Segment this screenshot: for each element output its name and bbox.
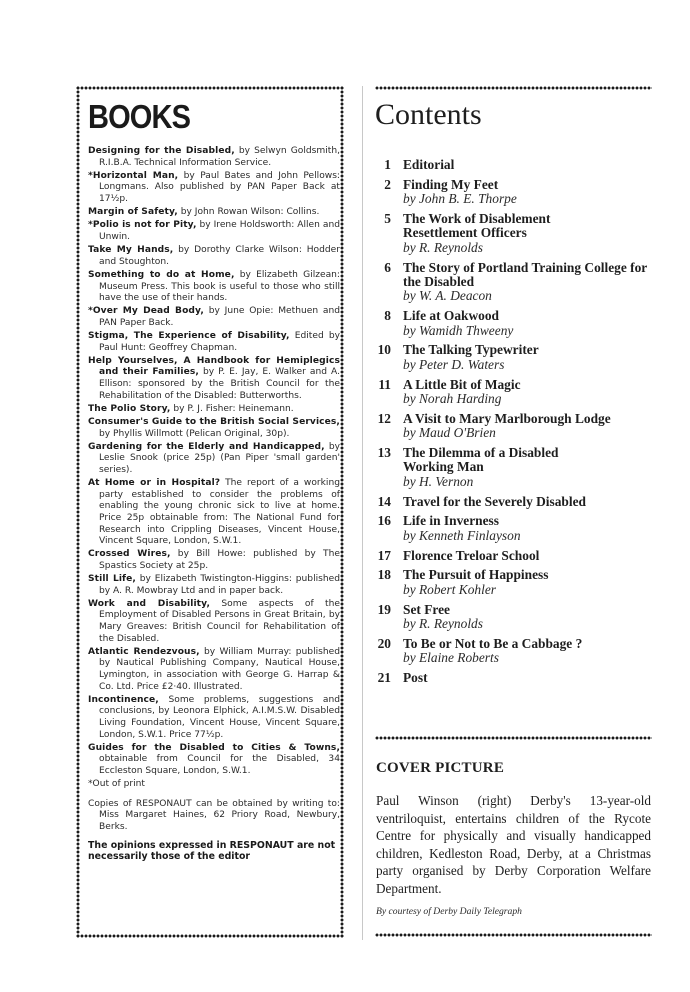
toc-author: by Norah Harding <box>403 391 502 407</box>
book-item <box>88 417 340 440</box>
editor-disclaimer: The opinions expressed in RESPONAUT are not necessarily those of the editor <box>88 839 336 863</box>
book-item <box>88 146 340 169</box>
toc-author: by W. A. Deacon <box>403 288 492 304</box>
book-item <box>88 220 340 243</box>
toc-entry[interactable] <box>375 603 665 632</box>
toc-entry[interactable] <box>375 178 665 207</box>
toc-entry[interactable] <box>375 158 665 172</box>
book-item <box>88 245 340 268</box>
book-title: Guides for the Disabled to Cities & Towns, <box>88 742 340 753</box>
book-title: At Home or in Hospital? <box>88 478 221 489</box>
book-title: Something to do at Home, <box>88 269 235 280</box>
book-details: by P. J. Fisher: Heinemann. <box>170 403 294 414</box>
toc-entry[interactable] <box>375 568 665 597</box>
book-details: by P. E. Jay, E. Walker and A. Ellison: sponsored by the British Council for the Rehabilitation of the Disabled: Butterworths. <box>99 367 340 401</box>
book-item <box>88 306 340 329</box>
books-list <box>88 146 340 863</box>
book-details: by Bill Howe: published by The Spastics Society at 25p. <box>99 549 340 571</box>
toc-author: by R. Reynolds <box>403 239 483 255</box>
toc-title: Life in Inverness <box>403 513 499 529</box>
toc-title: Post <box>403 670 428 686</box>
toc-entry[interactable] <box>375 412 665 441</box>
contents-rule-top <box>375 86 652 90</box>
book-details: by Irene Holdsworth: Allen and Unwin. <box>99 220 340 242</box>
toc-page-number: 11 <box>378 376 391 392</box>
toc-title: Editorial <box>403 157 455 172</box>
toc-page-number: 13 <box>377 445 391 461</box>
cover-picture-caption: Paul Winson (right) Derby's 13-year-old ventriloquist, entertains children of the Rycote Centre for physically and visually handicapped children, Kedleston Road, Derby, at a Christmas party organised by Derby Corporation Welfare Department. <box>376 793 651 896</box>
toc-title: The Dilemma of a Disabled Working Man <box>403 445 559 475</box>
toc-page-number: 2 <box>384 176 391 192</box>
book-details: The report of a working party established to consider the problems of enabling the young chronic sick to live at home. Price 25p obtainable from: The National Fund for Research into Crippling Diseases, Vincent House, Vincent Square, London, S.W.1. <box>99 478 340 547</box>
toc-title: The Pursuit of Happiness <box>403 567 549 583</box>
book-title: Take My Hands, <box>88 245 174 256</box>
toc-title: Travel for the Severely Disabled <box>403 493 586 509</box>
book-details: by Elizabeth Twistington-Higgins: published by A. R. Mowbray Ltd and in paper back. <box>99 574 340 596</box>
toc-author: by Robert Kohler <box>403 581 496 597</box>
book-title: *Over My Dead Body, <box>88 306 204 317</box>
toc-entry[interactable] <box>375 309 665 338</box>
book-title: Help Yourselves, A Handbook for Hemiplegics and their Families, <box>88 355 340 378</box>
toc-author: by Peter D. Waters <box>403 356 505 372</box>
book-title: Atlantic Rendezvous, <box>88 646 200 657</box>
book-item <box>88 599 340 645</box>
book-item <box>88 478 340 548</box>
book-title: Crossed Wires, <box>88 549 171 560</box>
toc-title: To Be or Not to Be a Cabbage ? <box>403 635 583 651</box>
book-details: by Selwyn Goldsmith, R.I.B.A. Technical Information Service. <box>99 146 340 168</box>
book-details: Edited by Paul Hunt: Geoffrey Chapman. <box>99 331 340 353</box>
book-title: *Polio is not for Pity, <box>88 220 197 231</box>
toc-author: by Wamidh Thweeny <box>403 322 514 338</box>
book-details: by Dorothy Clarke Wilson: Hodder and Stoughton. <box>99 245 340 267</box>
toc-entry[interactable] <box>375 343 665 372</box>
toc-page-number: 16 <box>377 513 391 529</box>
toc-title: The Story of Portland Training College for the Disabled <box>403 259 647 290</box>
books-heading: BOOKS <box>88 98 191 135</box>
book-title: The Polio Story, <box>88 403 171 414</box>
book-item <box>88 549 340 572</box>
copies-note: Copies of RESPONAUT can be obtained by writing to: Miss Margaret Haines, 62 Priory Road, Newbury, Berks. <box>88 798 340 832</box>
book-item <box>88 442 340 477</box>
toc-title: A Visit to Mary Marlborough Lodge <box>403 410 611 426</box>
toc-entry[interactable] <box>375 549 665 563</box>
out-of-print-footnote: *Out of print <box>88 779 145 790</box>
book-details: by Elizabeth Gilzean: Museum Press. This book is useful to those who still have the use of their hands. <box>99 269 340 304</box>
toc-page-number: 17 <box>377 547 391 563</box>
book-details: by William Murray: published by Nautical Publishing Company, Nautical House, Lymington, in association with George G. Harrap & Co. Ltd. Price £2·40. Illustrated. <box>99 646 340 692</box>
toc-page-number: 20 <box>377 635 391 651</box>
book-item <box>88 574 340 597</box>
toc-page-number: 14 <box>377 493 391 509</box>
book-title: Consumer's Guide to the British Social Services, <box>88 417 340 427</box>
book-title: Incontinence, <box>88 694 159 705</box>
toc-author: by R. Reynolds <box>403 616 483 632</box>
toc-title: A Little Bit of Magic <box>403 376 521 392</box>
book-item <box>88 270 340 305</box>
toc-entry[interactable] <box>375 495 665 509</box>
books-section <box>78 88 342 934</box>
toc-entry[interactable] <box>375 261 665 304</box>
book-item <box>88 171 340 206</box>
toc-entry[interactable] <box>375 378 665 407</box>
toc-author: by John B. E. Thorpe <box>403 191 517 207</box>
toc-page-number: 8 <box>384 308 391 324</box>
toc-page-number: 18 <box>377 567 391 583</box>
toc-page-number: 10 <box>377 342 391 358</box>
toc-title: Finding My Feet <box>403 176 499 192</box>
book-item <box>88 356 340 402</box>
contents-heading: Contents <box>375 98 482 131</box>
toc-page-number: 6 <box>384 259 391 275</box>
toc-entry[interactable] <box>375 637 665 666</box>
book-details: obtainable from Council for the Disabled, 34 Eccleston Square, London, S.W.1. <box>99 754 340 776</box>
toc-title: The Work of Disablement Resettlement Officers <box>403 211 551 241</box>
book-title: Gardening for the Elderly and Handicapped, <box>88 441 325 452</box>
books-box-border-bottom <box>76 934 344 938</box>
book-title: Designing for the Disabled, <box>88 146 235 156</box>
toc-title: Set Free <box>403 601 450 617</box>
toc-page-number: 19 <box>377 601 391 617</box>
book-item <box>88 207 340 219</box>
toc-author: by Kenneth Finlayson <box>403 527 521 543</box>
book-details: by John Rowan Wilson: Collins. <box>177 207 320 218</box>
toc-title: Life at Oakwood <box>403 308 499 324</box>
toc-page-number: 12 <box>377 410 391 426</box>
book-details: Some problems, suggestions and conclusions, by Leonora Elphick, A.I.M.S.W. Disabled Living Foundation, Vincent House, Vincent Square, London, S.W.1. Price 77½p. <box>99 694 340 740</box>
book-item <box>88 695 340 741</box>
toc-page-number: 21 <box>377 670 391 686</box>
book-title: Still Life, <box>88 574 136 585</box>
book-title: Work and Disability, <box>88 598 211 609</box>
contents-rule-middle <box>375 736 652 740</box>
book-details: Some aspects of the Employment of Disabled Persons in Great Britain, by Mary Greaves: British Council for Rehabilitation of the Disabled. <box>99 598 340 644</box>
toc-entry[interactable] <box>375 446 665 489</box>
toc-page-number: 5 <box>384 211 391 226</box>
table-of-contents <box>375 158 665 691</box>
toc-author: by Maud O'Brien <box>403 425 496 441</box>
book-title: Stigma, The Experience of Disability, <box>88 331 290 342</box>
book-details: by Leslie Snook (price 25p) (Pan Piper 'small garden' series). <box>99 441 341 475</box>
book-item <box>88 743 340 778</box>
toc-entry[interactable] <box>375 671 665 685</box>
cover-picture-heading: COVER PICTURE <box>376 760 505 776</box>
toc-entry[interactable] <box>375 212 665 255</box>
book-item <box>88 647 340 693</box>
toc-author: by Elaine Roberts <box>403 650 499 666</box>
toc-title: Florence Treloar School <box>403 547 540 563</box>
book-details: by Phyllis Willmott (Pelican Original, 30p). <box>99 428 290 439</box>
toc-author: by H. Vernon <box>403 473 474 489</box>
book-details: by June Opie: Methuen and PAN Paper Back. <box>99 306 340 328</box>
book-title: *Horizontal Man, <box>88 170 179 181</box>
book-details: by Paul Bates and John Pellows: Longmans. Also published by PAN Paper Back at 17½p. <box>99 170 340 204</box>
toc-page-number: 1 <box>384 157 391 172</box>
book-item <box>88 331 340 354</box>
column-divider <box>362 86 363 940</box>
book-title: Margin of Safety, <box>88 207 178 218</box>
book-item <box>88 404 340 416</box>
contents-rule-bottom <box>375 933 652 937</box>
cover-picture-credit: By courtesy of Derby Daily Telegraph <box>376 906 522 917</box>
toc-title: The Talking Typewriter <box>403 342 539 358</box>
toc-entry[interactable] <box>375 514 665 543</box>
